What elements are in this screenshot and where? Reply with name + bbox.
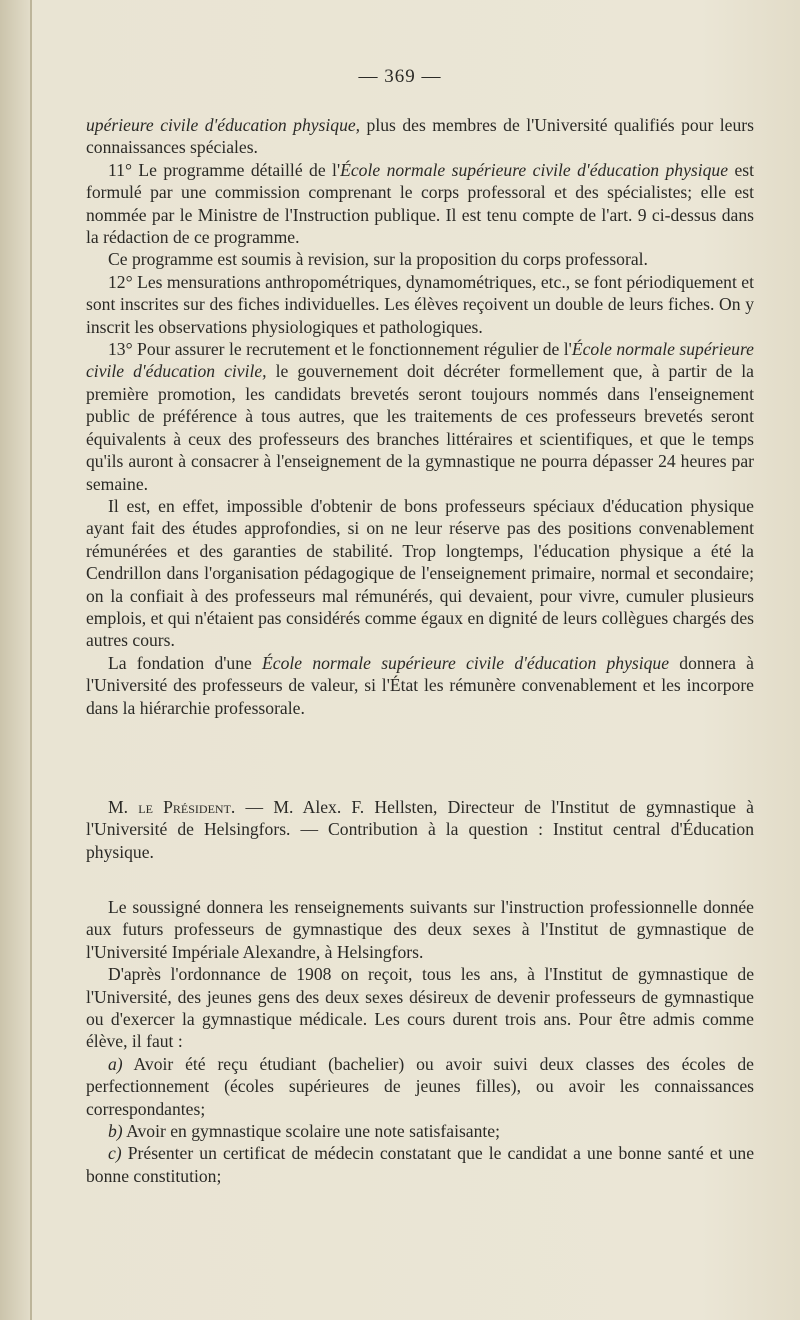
- section-hellsten: [86, 896, 754, 1187]
- item-label: b): [108, 1121, 123, 1142]
- page-binding-edge: [0, 0, 30, 1320]
- paragraph-continuation: [86, 114, 754, 159]
- italic-text: upérieure civile d'éducation physique,: [86, 115, 361, 135]
- item-text: Avoir en gymnastique scolaire une note satisfaisante;: [122, 1121, 501, 1142]
- paragraph-lead: La fondation d'une: [108, 652, 263, 673]
- paragraph-fondation: [86, 652, 754, 719]
- italic-school-name: École normale supérieure civile d'éducation physique: [340, 159, 729, 180]
- speaker-prefix: M.: [108, 797, 139, 817]
- item-label: c): [108, 1143, 122, 1164]
- list-item-c: [86, 1142, 754, 1187]
- italic-school-name: École normale supérieure civile d'éducation physique: [262, 652, 670, 673]
- speaker-text: . — M. Alex. F. Hellsten, Directeur de l'Institut de gymnastique à l'Université de Helsingfors. — Contribution à la question : Institut central d'Éducation physique.: [86, 797, 754, 862]
- paragraph-lead: 13° Pour assurer le recrutement et le fonctionnement régulier de l': [108, 339, 572, 360]
- paragraph-lead: 11° Le programme détaillé de l': [108, 159, 341, 180]
- speaker-heading: [86, 796, 754, 863]
- paragraph-13: [86, 338, 754, 495]
- paragraph-12: 12° Les mensurations anthropométriques, dynamométriques, etc., se font périodiquement et sont inscrites sur des fiches individuelles. Les élèves reçoivent un double de leurs fiches. On y inscrit les observations physiologiques et pathologiques.: [86, 271, 754, 337]
- page-number: — 369 —: [358, 66, 442, 87]
- paragraph-intro: Le soussigné donnera les renseignements suivants sur l'instruction professionnelle donnée aux futurs professeurs de gymnastique des deux sexes à l'Institut de gymnastique de l'Université Impériale Alexandre, à Helsingfors.: [86, 897, 754, 962]
- paragraph-text: est formulé par une commission comprenant le corps professoral et des spécialistes; elle est nommée par le Ministre de l'Instruction publique. Il est tenu compte de l'art. 9 ci-dessus dans la rédaction de ce programme.: [86, 159, 754, 248]
- paragraph-text: le gouvernement doit décréter formellement que, à partir de la première promotion, les candidats brevetés seront toujours nommés dans l'enseignement public de préférence à tous autres, que les traitements de ces professeurs brevetés seront équivalents à ceux des professeurs des branches littéraires et scientifiques, et que le temps qu'ils auront à consacrer à l'enseignement de la gymnastique ne pourra dépasser 24 heures par semaine.: [86, 361, 754, 494]
- paragraph-11: [86, 159, 754, 249]
- binding-shadow-line: [30, 0, 32, 1320]
- section-programme: [86, 114, 754, 719]
- paragraph-text: plus des membres de l'Université qualifiés pour leurs connaissances spéciales.: [86, 115, 754, 158]
- item-text: Présenter un certificat de médecin constatant que le candidat a une bonne santé et une bonne constitution;: [86, 1143, 754, 1186]
- paragraph-revision: Ce programme est soumis à revision, sur la proposition du corps professoral.: [108, 249, 648, 270]
- item-label: a): [108, 1053, 123, 1074]
- italic-school-name: École normale supérieure civile d'éducation civile,: [86, 339, 754, 382]
- item-text: Avoir été reçu étudiant (bachelier) ou avoir suivi deux classes des écoles de perfectionnement (écoles supérieures de jeunes filles), ou avoir les connaissances correspondantes;: [86, 1053, 754, 1119]
- list-item-a: [86, 1053, 754, 1120]
- paragraph-ordonnance: D'après l'ordonnance de 1908 on reçoit, tous les ans, à l'Institut de gymnastique de l'Université, des jeunes gens des deux sexes désireux de devenir professeurs de gymnastique ou d'exercer la gymnastique médicale. Les cours durent trois ans. Pour être admis comme élève, il faut :: [86, 964, 754, 1052]
- speaker-title: le Président: [138, 797, 231, 817]
- list-item-b: [86, 1120, 754, 1142]
- section-speaker: [86, 796, 754, 863]
- paragraph-text: donnera à l'Université des professeurs de valeur, si l'État les rémunère convenablement et les incorpore dans la hiérarchie professorale.: [86, 652, 754, 718]
- paragraph-en-effet: Il est, en effet, impossible d'obtenir de bons professeurs spéciaux d'éducation physique ayant fait des études approfondies, si on ne leur réserve pas des positions convenablement rémunérées et des garanties de stabilité. Trop longtemps, l'éducation physique a été la Cendrillon dans l'organisation pédagogique de l'enseignement primaire, normal et secondaire; on la confiait à des professeurs mal rémunérés, qui devaient, pour vivre, cumuler plusieurs emplois, et qui n'étaient pas considérés comme égaux en dignité de leurs collègues chargés des autres cours.: [86, 495, 754, 651]
